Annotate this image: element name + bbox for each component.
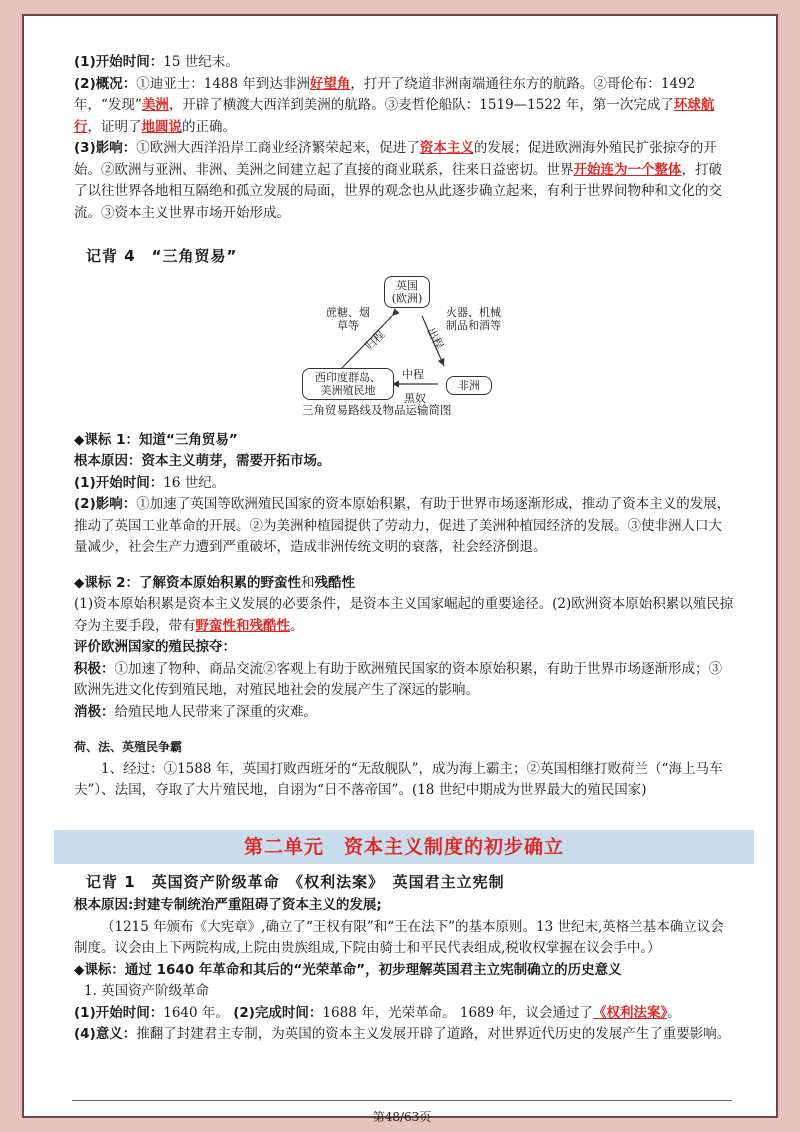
colonial-rivalry-title: 荷、法、英殖民争霸 — [74, 740, 183, 754]
keyword-round-earth: 地圆说 — [141, 118, 182, 135]
primitive-accumulation-text: (1)资本原始积累是资本主义发展的必要条件，是资本主义国家崛起的重要途径。(2)欧洲资本原始积累以殖民掠夺为主要手段，带有野蛮性和残酷性。 — [74, 596, 734, 634]
document-page — [22, 14, 778, 1124]
page-content — [74, 52, 734, 1046]
evaluation-positive: 积极：①加速了物种、商品交流②客观上有助于欧洲殖民国家的资本原始积累，有助于世界市场逐渐形成；③欧洲先进文化传到殖民地，对殖民地社会的发展产生了深远的影响。 — [74, 660, 722, 698]
unit2-root-cause: 根本原因:封建专制统治严重阻碍了资本主义的发展; — [74, 897, 382, 913]
cargo-middle-label: 黑奴 — [404, 391, 426, 405]
route-middle-label: 中程 — [402, 367, 424, 381]
node-england: 英国 (欧洲) — [384, 276, 430, 308]
goods-right-label: 火器、机械 制品和酒等 — [446, 305, 501, 332]
keyword-capitalism: 资本主义 — [419, 140, 474, 156]
keyword-america: 美洲 — [141, 97, 169, 113]
evaluation-title: 评价欧洲国家的殖民掠夺： — [74, 639, 236, 655]
unit2-memo1-title: 记背 1 英国资产阶级革命 《权利法案》 英国君主立宪制 — [86, 872, 505, 891]
triangle-trade-diagram — [274, 276, 534, 416]
keyword-barbarity: 野蛮性和残酷性 — [195, 617, 290, 634]
node-west-indies: 西印度群岛、 美洲殖民地 — [302, 368, 394, 400]
start-time-paragraph: (1)开始时间：15 世纪末。 — [74, 54, 239, 70]
magna-carta-note: （1215 年颁布《大宪章》,确立了“王权有限”和“王在法下”的基本原则。13 世纪末,英格兰基本确立议会制度。议会由上下两院构成,上院由贵族组成,下院由骑士和平民代表组成,税收权掌握在议会手中。） — [74, 918, 724, 956]
node-africa: 非洲 — [446, 376, 492, 395]
keyword-bill-of-rights: 《权利法案》 — [593, 1004, 668, 1021]
trade-start-time: (1)开始时间：16 世纪。 — [74, 474, 226, 491]
keyword-cape-good-hope: 好望角 — [309, 75, 351, 92]
diagram-caption: 三角贸易路线及物品运输简图 — [302, 402, 452, 417]
memo4-title: 记背 4 “三角贸易” — [86, 247, 238, 265]
impact-paragraph: (3)影响：①欧洲大西洋沿岸工商业经济繁荣起来，促进了资本主义的发展；促进欧洲海外殖民扩张掠夺的开始。②欧洲与亚洲、非洲、美洲之间建立起了直接的商业联系，往来日益密切。世界开始连为一个整体，打破了以往世界各地相互隔绝和孤立发展的局面，世界的观念也从此逐步确立起来，有利于世界间物种和文化的交流。③资本主义世界市场开始形成。 — [74, 140, 722, 221]
keyword-circumnavigation: 环球航行 — [74, 97, 715, 135]
footer-divider — [72, 1100, 732, 1101]
unit2-banner: 第二单元 资本主义制度的初步确立 — [54, 830, 754, 864]
root-cause-1: 根本原因：资本主义萌芽，需要开拓市场。 — [74, 453, 331, 469]
trade-impact: (2)影响：①加速了英国等欧洲殖民国家的资本原始积累，有助于世界市场逐渐形成，推动了资本主义的发展，推动了英国工业革命的开展。②为美洲种植园提供了劳动力，促进了美洲种植园经济的发展。③使非洲人口大量减少，社会生产力遭到严重破坏，造成非洲传统文明的衰落，社会经济倒退。 — [74, 496, 731, 555]
page-number: 第48/63页 — [372, 1110, 432, 1124]
evaluation-negative: 消极：给殖民地人民带来了深重的灾难。 — [74, 703, 317, 720]
revolution-significance: (4)意义：推翻了封建君主专制，为英国的资本主义发展开辟了道路，对世界近代历史的发展产生了重要影响。 — [74, 1026, 731, 1042]
revolution-times: (1)开始时间：1640 年。 (2)完成时间：1688 年，光荣革命。 1689 年，议会通过了《权利法案》。 — [74, 1004, 681, 1021]
route-return-label: 归程 — [362, 327, 388, 353]
standard1-title: ◆课标 1：知道“三角贸易” — [74, 431, 238, 448]
route-out-label: 出程 — [424, 325, 446, 351]
keyword-world-connected: 开始连为一个整体 — [573, 161, 682, 178]
unit2-standard: ◆课标：通过 1640 年革命和其后的“光荣革命”，初步理解英国君主立宪制确立的历史意义 — [74, 961, 622, 978]
colonial-rivalry-text: 1、经过：①1588 年，英国打败西班牙的“无敌舰队”，成为海上霸主；②英国相继打败荷兰（“海上马车夫”）、法国，夺取了大片殖民地，自诩为“日不落帝国”。(18 世纪中期成为世界最大的殖民国家) — [74, 760, 723, 798]
standard2-title: ◆课标 2：了解资本原始积累的野蛮性和残酷性 — [74, 574, 355, 591]
english-revolution-subtitle: 1. 英国资产阶级革命 — [84, 983, 210, 999]
goods-left-label: 蔗糖、烟 草等 — [326, 305, 370, 332]
overview-paragraph: (2)概况：①迪亚士：1488 年到达非洲好望角，打开了绕道非洲南端通往东方的航路。②哥伦布：1492 年，“发现”美洲，开辟了横渡大西洋到美洲的航路。③麦哲伦船队：1519—1522 年，第一次完成了环球航行，证明了地圆说的正确。 — [74, 75, 715, 135]
